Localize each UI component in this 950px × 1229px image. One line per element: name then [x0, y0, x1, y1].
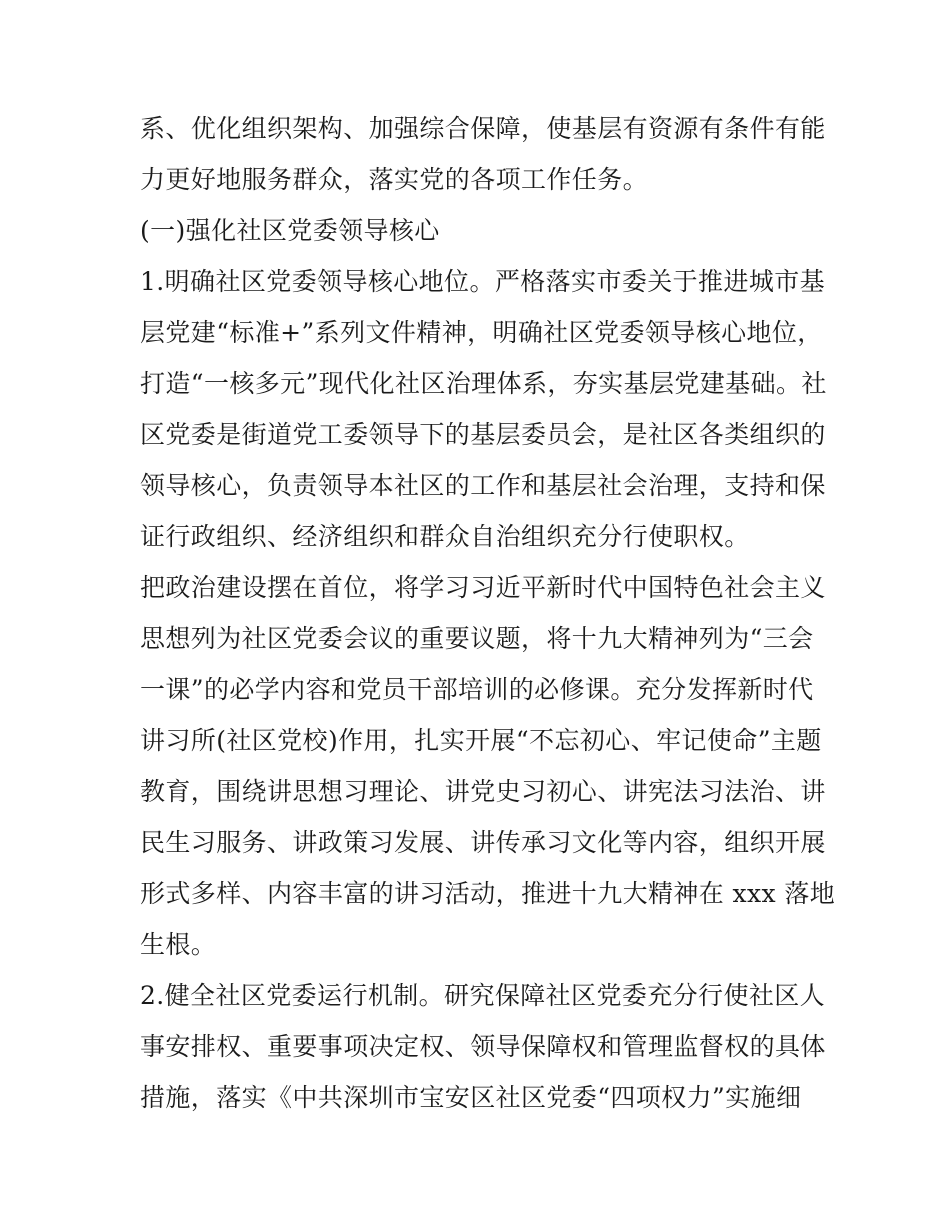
text-line: 区党委是街道党工委领导下的基层委员会，是社区各类组织的: [140, 420, 826, 449]
text-line: 思想列为社区党委会议的重要议题，将十九大精神列为“三会: [140, 624, 814, 653]
text-line: 教育，围绕讲思想习理论、讲党史习初心、讲宪法习法治、讲: [140, 777, 826, 806]
text-line: 生根。: [140, 930, 217, 959]
body-text: [140, 103, 836, 1123]
text-line: 形式多样、内容丰富的讲习活动，推进十九大精神在 xxx 落地: [140, 879, 836, 908]
text-line: 事安排权、重要事项决定权、领导保障权和管理监督权的具体: [140, 1032, 826, 1061]
text-line: 2.健全社区党委运行机制。研究保障社区党委充分行使社区人: [140, 981, 826, 1010]
text-line: 领导核心，负责领导本社区的工作和基层社会治理，支持和保: [140, 471, 826, 500]
text-line: 层党建“标准+”系列文件精神，明确社区党委领导核心地位，: [140, 318, 823, 347]
text-line: 把政治建设摆在首位，将学习习近平新时代中国特色社会主义: [140, 573, 826, 602]
text-line: 系、优化组织架构、加强综合保障，使基层有资源有条件有能: [140, 114, 826, 143]
text-line: 力更好地服务群众，落实党的各项工作任务。: [140, 165, 649, 194]
text-line: 打造“一核多元”现代化社区治理体系，夯实基层党建基础。社: [140, 369, 827, 398]
section-heading: (一)强化社区党委领导核心: [140, 216, 440, 245]
text-line: 一课”的必学内容和党员干部培训的必修课。充分发挥新时代: [140, 675, 814, 704]
text-line: 讲习所(社区党校)作用，扎实开展“不忘初心、牢记使命”主题: [140, 726, 822, 755]
text-line: 民生习服务、讲政策习发展、讲传承习文化等内容，组织开展: [140, 828, 826, 857]
text-line: 证行政组织、经济组织和群众自治组织充分行使职权。: [140, 522, 750, 551]
text-line: 1.明确社区党委领导核心地位。严格落实市委关于推进城市基: [140, 267, 826, 296]
text-line: 措施，落实《中共深圳市宝安区社区党委“四项权力”实施细: [140, 1083, 802, 1112]
